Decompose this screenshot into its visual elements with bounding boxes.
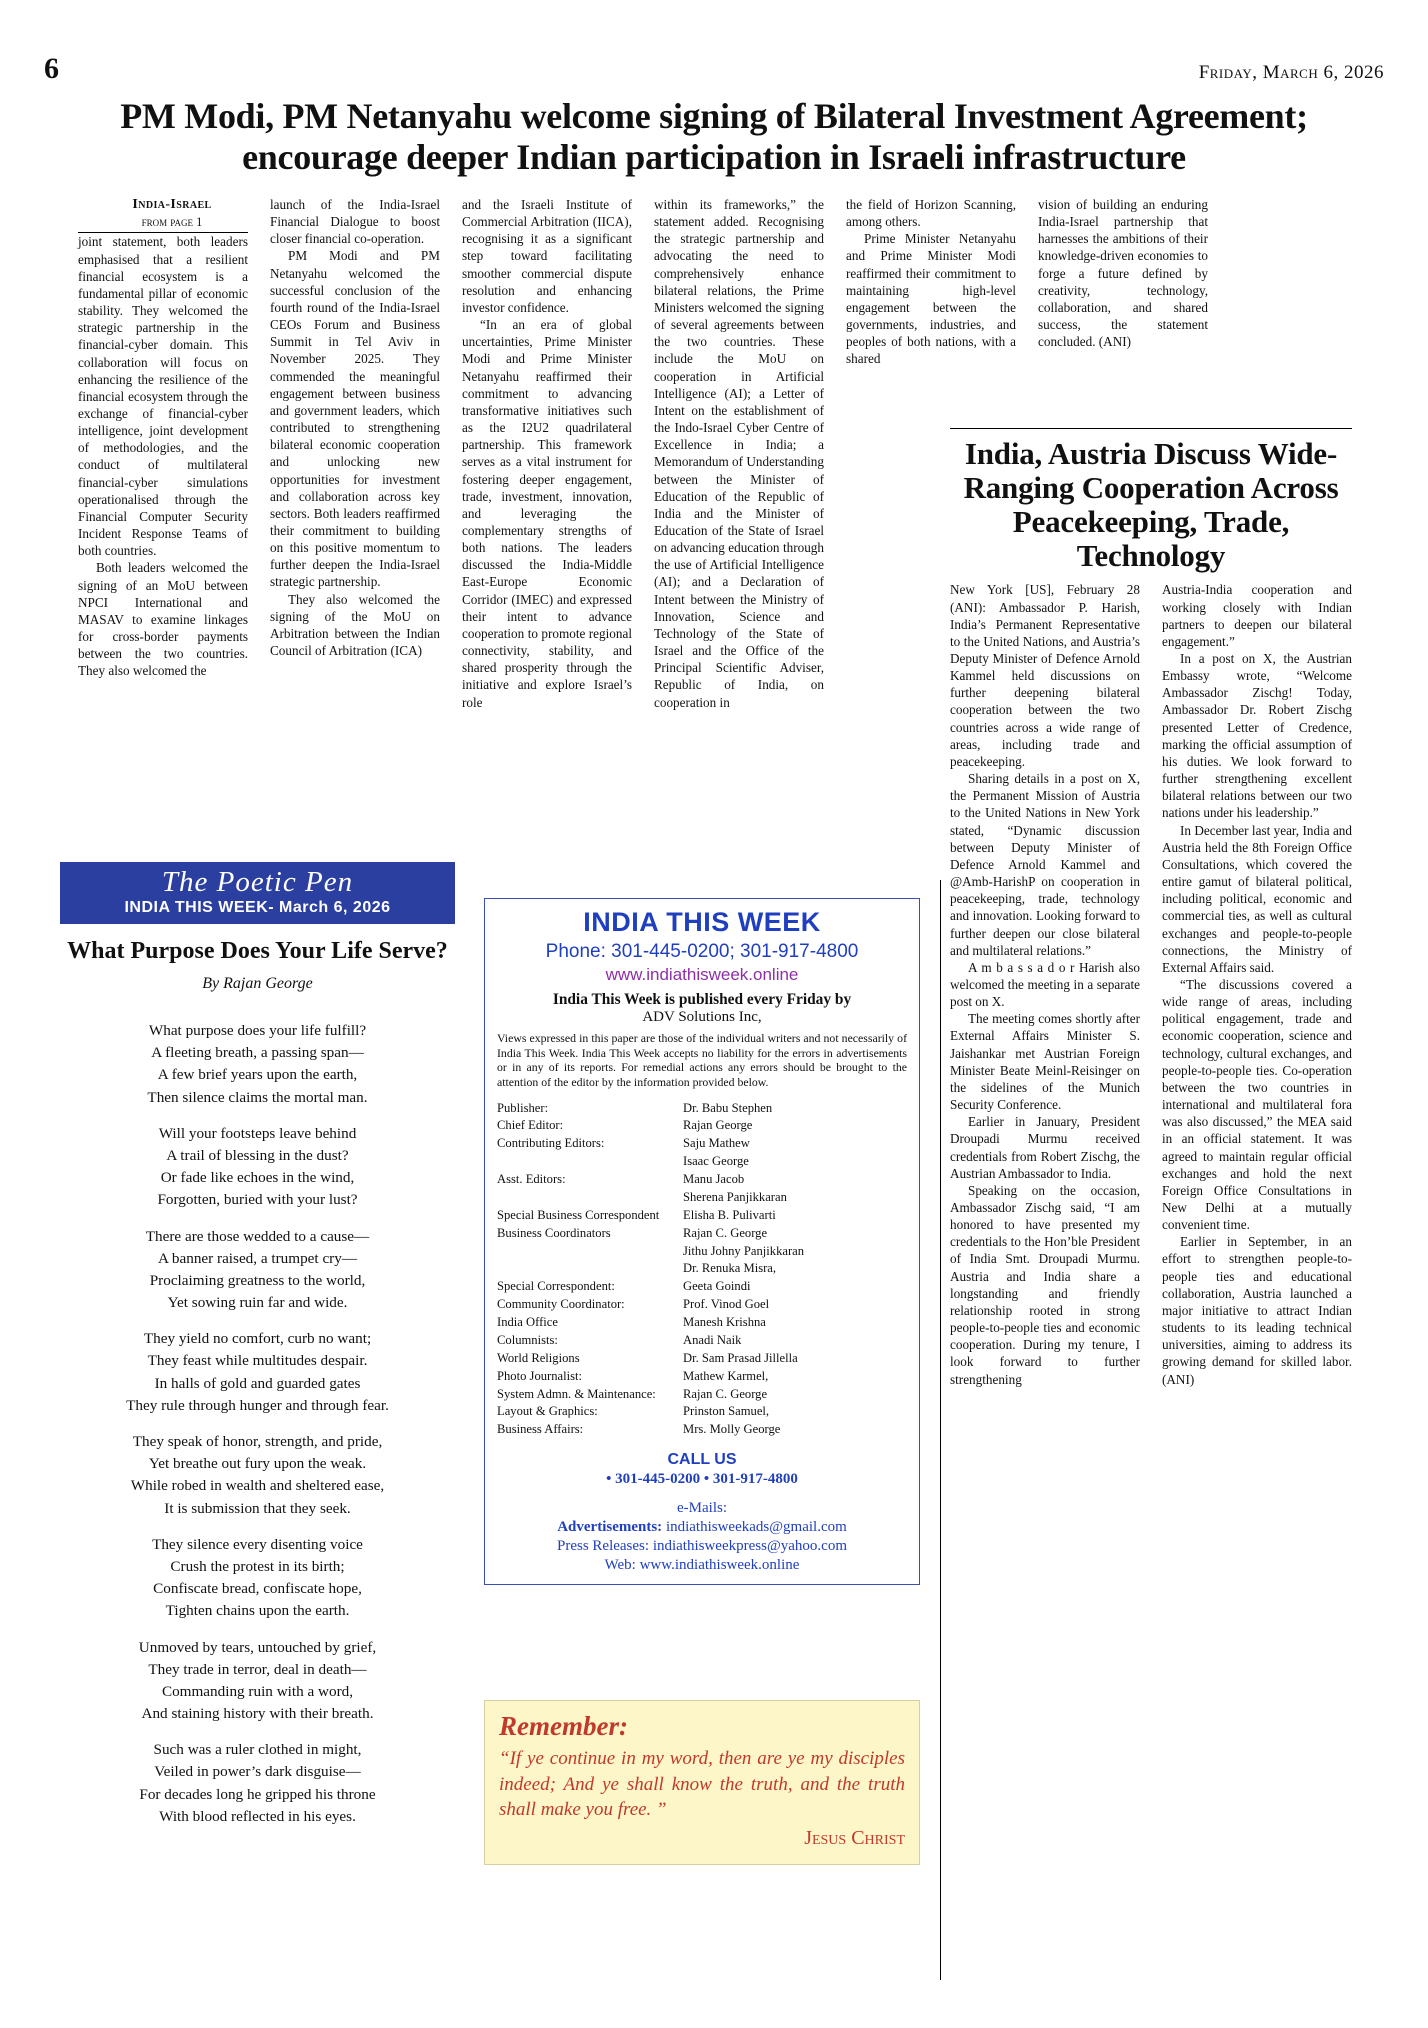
staff-name: Dr. Renuka Misra, xyxy=(683,1261,777,1276)
poem-line: They silence every disenting voice xyxy=(152,1535,363,1553)
paragraph: the field of Horizon Scanning, among others. xyxy=(846,197,1016,230)
jump-label: India-Israel xyxy=(132,197,212,212)
remember-box xyxy=(484,1700,920,1865)
poem-line: It is submission that they seek. xyxy=(164,1499,351,1517)
masthead-title: INDIA THIS WEEK xyxy=(583,907,821,937)
paragraph: The meeting comes shortly after External Affairs Minister S. Jaishankar met Austrian Foreign Minister Beate Meinl-Reisinger on the sidelines of the Munich Security Conference. xyxy=(950,1011,1140,1113)
staff-row xyxy=(497,1243,907,1261)
staff-name: Prof. Vinod Goel xyxy=(683,1297,770,1312)
poem-stanza xyxy=(60,1637,455,1726)
paragraph: In December last year, India and Austria held the 8th Foreign Office Consultations, which covered the entire gamut of bilateral political, including political, economic and commercial ties, as well as cultural exchanges and people-to-people connections, the Ministry of External Affairs said. xyxy=(1162,822,1352,975)
paragraph: Sharing details in a post on X, the Permanent Mission of Austria to the United Nations in New York stated, “Dynamic discussion between Deputy Minister of Defence Arnold Kammel and @Amb-HarishP on cooperation in peacekeeping, trade, technology and innovation. Looking forward to further deepen our close bilateral and multilateral relations.” xyxy=(950,771,1140,958)
web-url[interactable]: www.indiathisweek.online xyxy=(639,1557,800,1574)
advertisements-label: Advertisements: xyxy=(557,1519,663,1536)
staff-role: Photo Journalist: xyxy=(497,1368,583,1383)
column-rule xyxy=(940,880,941,1980)
poetic-pen-title: The Poetic Pen xyxy=(161,866,354,898)
paragraph: “In an era of global uncertainties, Prime Minister Modi and Prime Minister Netanyahu reaffirmed their commitment to advancing transformative initiatives such as the I2U2 quadrilateral partnership. This framework serves as a vital instrument for fostering deeper engagement, trade, investment, innovation, and leveraging the complementary strengths of both nations. The leaders discussed the India-Middle East-Europe Economic Corridor (IMEC) and expressed their intent to advance cooperation to promote regional connectivity, stability, and shared prosperity through the initiative and explore Israel’s role xyxy=(462,317,632,710)
staff-name: Sherena Panjikkaran xyxy=(683,1189,787,1204)
staff-role: System Admn. & Maintenance: xyxy=(497,1386,656,1401)
paragraph: PM Modi and PM Netanyahu welcomed the successful conclusion of the fourth round of the India-Israel CEOs Forum and Business Summit in Tel Aviv in November 2025. They commended the meaningful engagement between business and government leaders, which contributed to strengthening bilateral economic cooperation and unlocking new opportunities for investment and collaboration across key sectors. Both leaders reaffirmed their commitment to building on this positive momentum to further deepen the India-Israel strategic partnership. xyxy=(270,248,440,590)
paragraph: They also welcomed the signing of the MoU on Arbitration between the Indian Council of Arbitration (ICA) xyxy=(270,591,440,659)
austria-story-headline: India, Austria Discuss Wide-Ranging Cooperation Across Peacekeeping, Trade, Technology xyxy=(963,436,1339,574)
staff-role: India Office xyxy=(497,1315,558,1329)
staff-name: Dr. Babu Stephen xyxy=(683,1100,773,1115)
staff-role: Business Coordinators xyxy=(497,1225,611,1240)
staff-name: Elisha B. Pulivarti xyxy=(683,1207,776,1222)
poem-line: Such was a ruler clothed in might, xyxy=(153,1741,362,1759)
staff-role xyxy=(497,1260,683,1278)
staff-row xyxy=(497,1296,907,1314)
staff-name: Rajan George xyxy=(683,1118,753,1133)
masthead-website-link[interactable]: www.indiathisweek.online xyxy=(605,965,799,984)
poem-line: Or fade like echoes in the wind, xyxy=(160,1169,355,1187)
poem-line: Proclaiming greatness to the world, xyxy=(149,1271,366,1289)
poem-author: By Rajan George xyxy=(202,975,313,992)
jump-from: from page 1 xyxy=(78,214,248,233)
poem-line: Will your footsteps leave behind xyxy=(158,1124,357,1142)
staff-row xyxy=(497,1403,907,1421)
lead-column-1 xyxy=(78,196,248,711)
poem-line: A banner raised, a trumpet cry— xyxy=(157,1249,358,1267)
web-label: Web: xyxy=(604,1557,636,1574)
staff-name: Mrs. Molly George xyxy=(683,1422,781,1437)
staff-role: Columnists: xyxy=(497,1332,558,1347)
poem-line: Tighten chains upon the earth. xyxy=(165,1602,350,1620)
publisher-company: ADV Solutions Inc, xyxy=(642,1009,762,1025)
paragraph: “The discussions covered a wide range of areas, including political engagement, trade and economic cooperation, science and technology, cultural exchanges, and people-to-people ties. Co-operation between the two countries in international and multilateral fora was also discussed,” the MEA said in an official statement. It was agreed to maintain regular official exchanges and hold the next Foreign Office Consultations in New Delhi at a mutually convenient time. xyxy=(1162,976,1352,1233)
paragraph: Earlier in January, President Droupadi Murmu received credentials from Robert Zischg, the Austrian Ambassador to India. xyxy=(950,1114,1140,1181)
staff-role: Special Correspondent: xyxy=(497,1279,615,1294)
web-row[interactable] xyxy=(497,1557,907,1574)
poem-line: With blood reflected in his eyes. xyxy=(159,1807,356,1825)
remember-attribution: Jesus Christ xyxy=(804,1826,905,1849)
press-releases-label: Press Releases: xyxy=(556,1538,650,1555)
staff-role: Chief Editor: xyxy=(497,1118,564,1133)
staff-row xyxy=(497,1171,907,1189)
staff-name: Prinston Samuel, xyxy=(683,1404,770,1419)
poem-line: Then silence claims the mortal man. xyxy=(147,1088,368,1106)
poem-line: In halls of gold and guarded gates xyxy=(154,1374,361,1392)
staff-role: Publisher: xyxy=(497,1100,549,1115)
staff-role xyxy=(497,1153,683,1171)
staff-role: World Religions xyxy=(497,1350,580,1365)
dateline: Friday, March 6, 2026 xyxy=(1198,62,1384,83)
emails-label: e-Mails: xyxy=(677,1500,727,1517)
staff-name: Anadi Naik xyxy=(683,1332,742,1347)
publication-frequency: India This Week is published every Friday by xyxy=(552,991,852,1008)
staff-name: Jithu Johny Panjikkaran xyxy=(683,1243,805,1258)
austria-story-columns xyxy=(950,581,1352,1387)
paragraph: New York [US], February 28 (ANI): Ambassador P. Harish, India’s Permanent Representative to the United Nations, and Austria’s Deputy Minister of Defence Arnold Kammel held discussions on further deepening bilateral cooperation between the two countries across a wide range of areas, including trade and peacekeeping. xyxy=(950,582,1140,769)
staff-row xyxy=(497,1260,907,1278)
poem-body xyxy=(60,1020,455,1842)
disclaimer-text: Views expressed in this paper are those of the individual writers and not necessarily of India This Week. India This Week accepts no liability for the errors in advertisements or in any of its reports. For remedial actions any errors should be brought to the attention of the editor by the information provided below. xyxy=(497,1031,907,1089)
staff-row xyxy=(497,1100,907,1118)
staff-row xyxy=(497,1314,907,1332)
poetic-pen-banner xyxy=(60,862,455,924)
page-number: 6 xyxy=(44,52,59,85)
staff-role: Business Affairs: xyxy=(497,1422,584,1437)
masthead-box xyxy=(484,898,920,1585)
poem-stanza xyxy=(60,1431,455,1520)
poem-line: A few brief years upon the earth, xyxy=(157,1066,358,1084)
poem-stanza xyxy=(60,1123,455,1212)
staff-row xyxy=(497,1278,907,1296)
austria-column-1 xyxy=(950,581,1140,1387)
remember-title: Remember: xyxy=(499,1711,628,1741)
lead-column-3 xyxy=(462,196,632,711)
poetic-pen-subtitle: INDIA THIS WEEK- March 6, 2026 xyxy=(124,899,391,917)
staff-row xyxy=(497,1207,907,1225)
paragraph: Both leaders welcomed the signing of an MoU between NPCI International and MASAV to examine linkages for cross-border payments between the two countries. They also welcomed the xyxy=(78,560,248,679)
remember-quote: “If ye continue in my word, then are ye my disciples indeed; And ye shall know the truth, and the truth shall make you free. ” xyxy=(499,1748,905,1821)
paragraph: launch of the India-Israel Financial Dialogue to boost closer financial co-operation. xyxy=(270,197,440,247)
call-us-numbers[interactable]: • 301-445-0200 • 301-917-4800 xyxy=(606,1471,798,1488)
staff-name: Saju Mathew xyxy=(683,1136,750,1151)
poem-line: Yet breathe out fury upon the weak. xyxy=(148,1455,367,1473)
staff-name: Geeta Goindi xyxy=(683,1279,751,1294)
paragraph: In a post on X, the Austrian Embassy wrote, “Welcome Ambassador Zischg! Today, Ambassador Dr. Robert Zischg presented Letter of Credence, marking the official assumption of his duties. We look forward to further strengthening excellent bilateral relations between our two nations under his leadership.” xyxy=(1162,651,1352,821)
press-releases-email[interactable]: indiathisweekpress@yahoo.com xyxy=(652,1538,847,1555)
staff-name: Rajan C. George xyxy=(683,1386,768,1401)
lead-column-2 xyxy=(270,196,440,711)
advertisements-email[interactable]: indiathisweekads@gmail.com xyxy=(665,1519,847,1536)
staff-role: Special Business Correspondent xyxy=(497,1207,660,1222)
poem-line: They feast while multitudes despair. xyxy=(147,1352,368,1370)
staff-role: Layout & Graphics: xyxy=(497,1404,598,1419)
staff-role: Community Coordinator: xyxy=(497,1297,625,1312)
poem-line: Confiscate bread, confiscate hope, xyxy=(153,1580,362,1598)
poem-line: Unmoved by tears, untouched by grief, xyxy=(138,1638,377,1656)
poem-line: They rule through hunger and through fear. xyxy=(126,1396,389,1414)
staff-row xyxy=(497,1189,907,1207)
page-header xyxy=(44,52,1384,86)
poem-line: They trade in terror, deal in death— xyxy=(148,1660,367,1678)
poem-line: They speak of honor, strength, and pride, xyxy=(132,1433,383,1450)
staff-role xyxy=(497,1243,683,1261)
press-release-email-row[interactable] xyxy=(497,1538,907,1555)
lead-column-4 xyxy=(654,196,824,711)
poem-stanza xyxy=(60,1534,455,1623)
staff-name: Dr. Sam Prasad Jillella xyxy=(683,1350,798,1365)
poem-stanza xyxy=(60,1739,455,1828)
paragraph: Austria-India cooperation and working closely with Indian partners to deepen our bilateral engagement.” xyxy=(1162,582,1352,649)
poem-stanza xyxy=(60,1226,455,1315)
poem-line: While robed in wealth and sheltered ease, xyxy=(130,1477,385,1495)
masthead-phone: Phone: 301-445-0200; 301-917-4800 xyxy=(545,941,859,962)
poem-line: A fleeting breath, a passing span— xyxy=(151,1044,364,1062)
austria-story xyxy=(950,428,1352,1388)
poem-line: For decades long he gripped his throne xyxy=(139,1785,376,1803)
staff-list xyxy=(497,1100,907,1440)
call-us-label: CALL US xyxy=(667,1451,737,1469)
staff-name: Mathew Karmel, xyxy=(683,1368,769,1383)
poem-line: Forgotten, buried with your lust? xyxy=(157,1191,358,1209)
austria-column-2 xyxy=(1162,581,1352,1387)
poem-stanza xyxy=(60,1020,455,1109)
staff-row xyxy=(497,1386,907,1404)
staff-name: Rajan C. George xyxy=(683,1225,768,1240)
poem-line: There are those wedded to a cause— xyxy=(145,1227,370,1245)
staff-role: Contributing Editors: xyxy=(497,1136,605,1151)
poem-line: And staining history with their breath. xyxy=(141,1705,374,1723)
poem-line: What purpose does your life fulfill? xyxy=(148,1022,367,1039)
poem-stanza xyxy=(60,1328,455,1417)
staff-name: Isaac George xyxy=(683,1154,749,1169)
poem-line: Commanding ruin with a word, xyxy=(161,1682,354,1700)
paragraph: A m b a s s a d o r Harish also welcomed the meeting in a separate post on X. xyxy=(950,959,1140,1010)
poem-line: Veiled in power’s dark disguise— xyxy=(154,1763,361,1781)
poem-line: Yet sowing ruin far and wide. xyxy=(167,1294,348,1312)
staff-row xyxy=(497,1368,907,1386)
section-divider xyxy=(950,428,1352,429)
staff-row xyxy=(497,1332,907,1350)
poem-line: Crush the protest in its birth; xyxy=(170,1557,345,1575)
staff-row xyxy=(497,1421,907,1439)
staff-role xyxy=(497,1189,683,1207)
staff-row xyxy=(497,1225,907,1243)
poem-line: They yield no comfort, curb no want; xyxy=(143,1330,372,1348)
poem-title: What Purpose Does Your Life Serve? xyxy=(67,938,448,964)
advertisements-email-row[interactable] xyxy=(497,1519,907,1536)
paragraph: Prime Minister Netanyahu and Prime Minister Modi reaffirmed their commitment to maintaining high-level engagement between the governments, industries, and peoples of both nations, with a shared xyxy=(846,231,1016,367)
staff-name: Manesh Krishna xyxy=(683,1315,766,1329)
staff-row xyxy=(497,1117,907,1135)
staff-row xyxy=(497,1350,907,1368)
poem-line: A trail of blessing in the dust? xyxy=(166,1146,349,1164)
paragraph: Speaking on the occasion, Ambassador Zischg said, “I am honored to have presented my credentials to the Hon’ble President of India Smt. Droupadi Murmu. Austria and India share a longstanding and friendly relationship rooted in strong people-to-people ties and economic cooperation. During my tenure, I look forward to further strengthening xyxy=(950,1182,1140,1387)
staff-name: Manu Jacob xyxy=(683,1172,745,1186)
paragraph: Earlier in September, in an effort to strengthen people-to-people ties and educational collaboration, Austria launched a major initiative to attract Indian students to its leading technical universities, aiming to address its growing demand for skilled labor. (ANI) xyxy=(1162,1234,1352,1387)
staff-row xyxy=(497,1135,907,1153)
paragraph: and the Israeli Institute of Commercial Arbitration (IICA), recognising it as a significant step toward facilitating smoother commercial dispute resolution and enhancing investor confidence. xyxy=(462,197,632,315)
paragraph: vision of building an enduring India-Israel partnership that harnesses the ambitions of their knowledge-driven economies to forge a future defined by creativity, technology, collaboration, and shared success, the statement concluded. (ANI) xyxy=(1038,197,1208,350)
lead-story-headline: PM Modi, PM Netanyahu welcome signing of Bilateral Investment Agreement; encourage deeper Indian participation in Israeli infrastructure xyxy=(120,96,1308,177)
paragraph: within its frameworks,” the statement added. Recognising the strategic partnership and advocating the need to comprehensively enhance bilateral relations, the Prime Ministers welcomed the signing of several agreements between the two countries. These include the MoU on cooperation in Artificial Intelligence (AI); a Letter of Intent on the establishment of the Indo-Israel Cyber Centre of Excellence in India; a Memorandum of Understanding between the Minister of Education of the Republic of India and the Minister of Education of the State of Israel on advancing education through the use of Artificial Intelligence (AI); and a Declaration of Intent between the Ministry of Innovation, Science and Technology of the State of Israel and the Office of the Principal Scientific Adviser, Republic of India, on cooperation in xyxy=(654,197,824,710)
staff-row xyxy=(497,1153,907,1171)
staff-role: Asst. Editors: xyxy=(497,1172,566,1186)
paragraph: joint statement, both leaders emphasised that a resilient financial ecosystem is a fundamental pillar of economic stability. They welcomed the strategic partnership in the financial-cyber domain. This collaboration will focus on enhancing the resilience of the financial ecosystem through the exchange of financial-cyber intelligence, joint development of methodologies, and the conduct of multilateral financial-cyber simulations operationalised through the Financial Computer Security Incident Response Teams of both countries. xyxy=(78,234,248,559)
